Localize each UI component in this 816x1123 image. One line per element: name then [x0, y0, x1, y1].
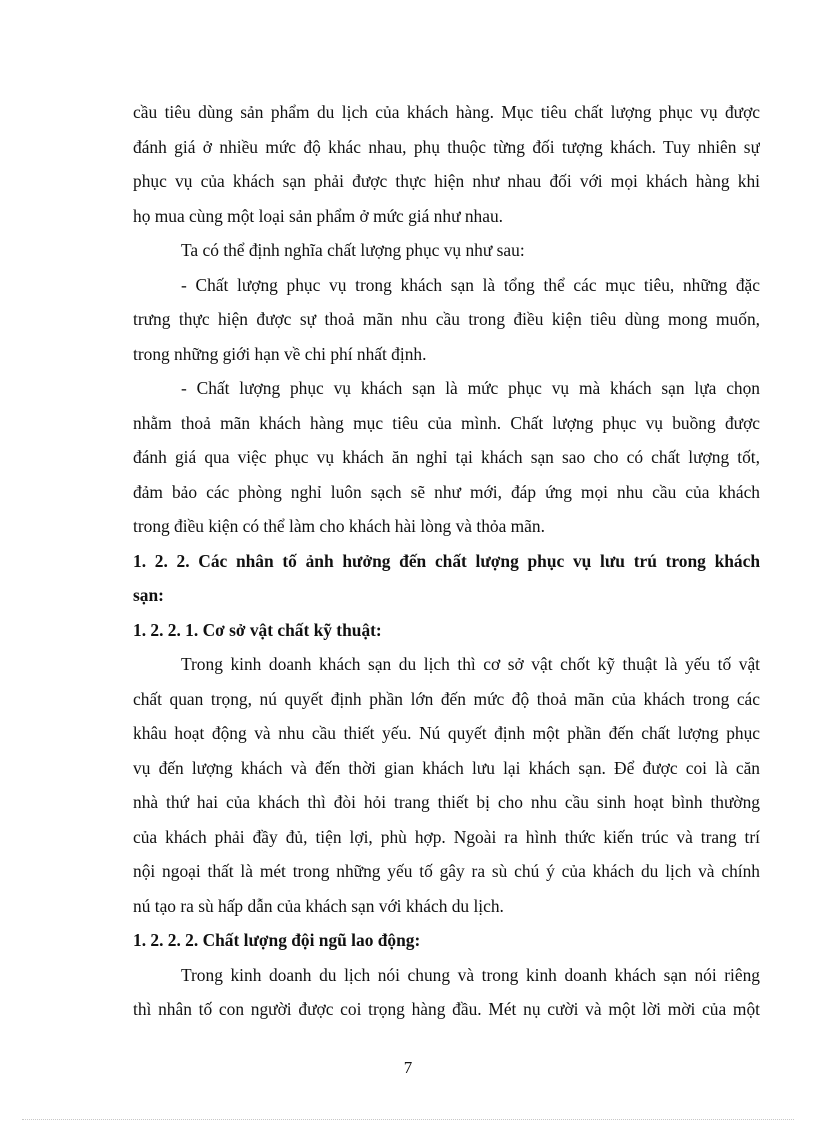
paragraph-line: trưng thực hiện được sự thoả mãn nhu cầu trong điều kiện tiêu dùng mong muốn, [133, 309, 760, 329]
paragraph-line: đảm bảo các phòng nghỉ luôn sạch sẽ như mới, đáp ứng mọi nhu cầu của khách [133, 481, 760, 502]
paragraph-line: vụ đến lượng khách và đến thời gian khách lưu lại khách sạn. Để được coi là căn [133, 757, 760, 778]
paragraph-line: nú tạo ra sù hấp dẫn của khách sạn với khách du lịch. [133, 895, 504, 916]
paragraph-line: đánh giá qua việc phục vụ khách ăn nghỉ tại khách sạn sao cho có chất lượng tốt, [133, 447, 760, 467]
paragraph-line: - Chất lượng phục vụ khách sạn là mức phục vụ mà khách sạn lựa chọn [181, 378, 760, 398]
page-bottom-divider [22, 1119, 794, 1120]
section-heading-line: 1. 2. 2. Các nhân tố ảnh hưởng đến chất lượng phục vụ lưu trú trong khách [133, 550, 760, 571]
body-text [133, 95, 760, 1027]
paragraph-line: trong điều kiện có thể làm cho khách hài lòng và thỏa mãn. [133, 516, 545, 536]
paragraph-line: Trong kinh doanh du lịch nói chung và trong kinh doanh khách sạn nói riêng [181, 964, 760, 985]
paragraph-line: trong những giới hạn về chi phí nhất định. [133, 343, 427, 364]
section-heading-line: 1. 2. 2. 2. Chất lượng đội ngũ lao động: [133, 930, 421, 950]
paragraph-line: nhà thứ hai của khách thì đòi hỏi trang thiết bị cho nhu cầu sinh hoạt bình thường [133, 792, 760, 812]
paragraph-line: nhằm thoả mãn khách hàng mục tiêu của mình. Chất lượng phục vụ buồng được [133, 412, 760, 433]
paragraph-line: thì nhân tố con người được coi trọng hàng đầu. Mét nụ cười và một lời mời của một [133, 999, 760, 1019]
paragraph-line: cầu tiêu dùng sản phẩm du lịch của khách hàng. Mục tiêu chất lượng phục vụ được [133, 102, 760, 122]
paragraph-line: họ mua cùng một loại sản phẩm ở mức giá như nhau. [133, 205, 503, 226]
paragraph-line: của khách phải đầy đủ, tiện lợi, phù hợp. Ngoài ra hình thức kiến trúc và trang trí [133, 826, 760, 847]
paragraph-line: Trong kinh doanh khách sạn du lịch thì cơ sở vật chốt kỹ thuật là yếu tố vật [181, 654, 760, 674]
page-number: 7 [403, 1058, 413, 1077]
paragraph-line: - Chất lượng phục vụ trong khách sạn là tổng thể các mục tiêu, những đặc [181, 274, 760, 295]
section-heading-line: 1. 2. 2. 1. Cơ sở vật chất kỹ thuật: [133, 619, 382, 640]
section-heading-line: sạn: [133, 585, 164, 605]
paragraph-line: đánh giá ở nhiều mức độ khác nhau, phụ thuộc từng đối tượng khách. Tuy nhiên sự [133, 136, 760, 157]
paragraph-line: phục vụ của khách sạn phải được thực hiện như nhau đối với mọi khách hàng khi [133, 171, 760, 191]
paragraph-line: chất quan trọng, nú quyết định phần lớn đến mức độ thoả mãn của khách trong các [133, 688, 760, 709]
paragraph-line: khâu hoạt động và nhu cầu thiết yếu. Nú quyết định một phần đến chất lượng phục [133, 723, 760, 743]
paragraph-line: nội ngoại thất là mét trong những yếu tố gây ra sù chú ý của khách du lịch và chính [133, 861, 760, 881]
paragraph-line: Ta có thể định nghĩa chất lượng phục vụ như sau: [181, 240, 525, 260]
